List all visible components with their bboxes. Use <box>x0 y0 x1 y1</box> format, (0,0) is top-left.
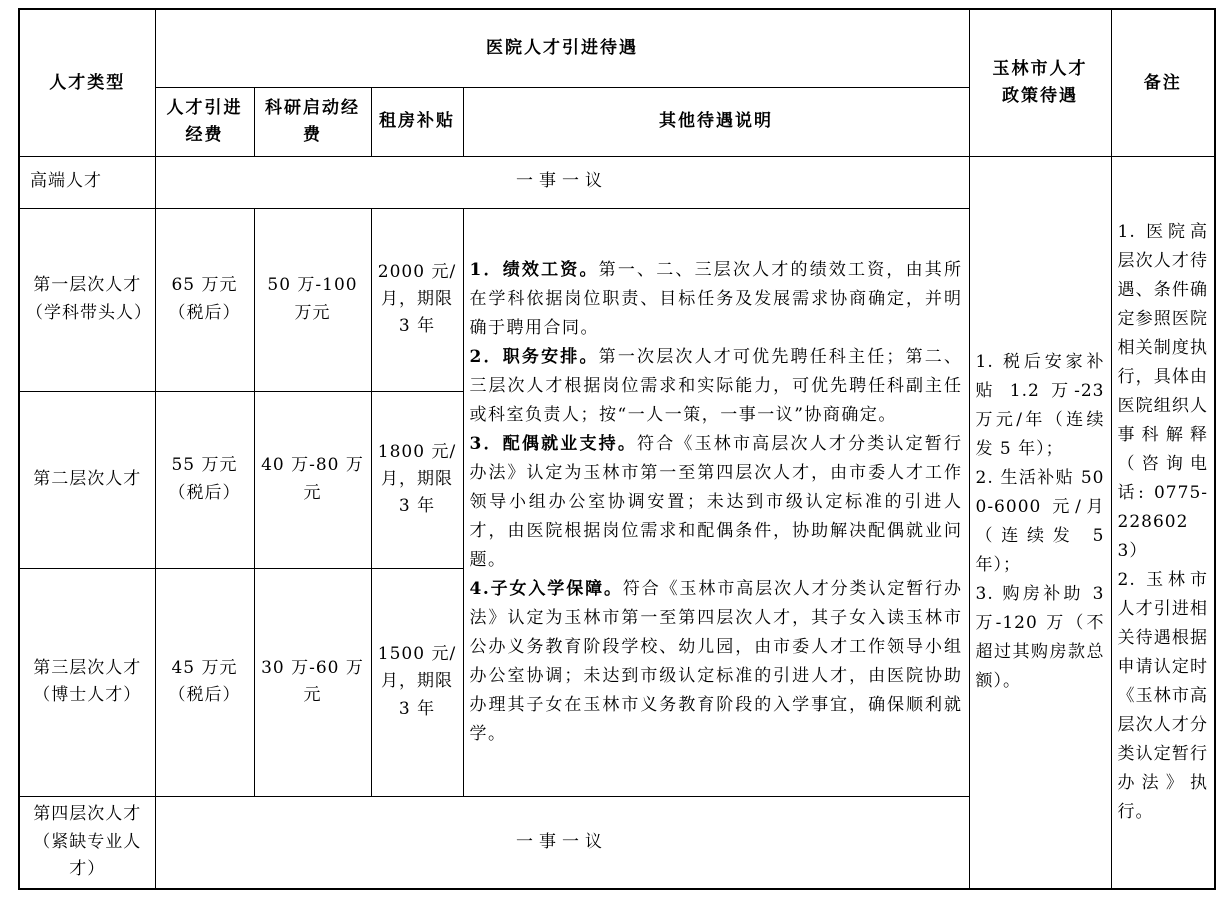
benefit-paragraph <box>470 575 963 749</box>
cell-research-fund-tier3: 30 万-60 万元 <box>254 568 371 796</box>
cell-tier4-deal: 一事一议 <box>155 796 969 889</box>
header-talent-type: 人才类型 <box>19 9 155 156</box>
remarks-item: 1. 医院高层次人才待遇、条件确定参照医院相关制度执行，具体由医院组织人事科解释（咨询电话: 0775-2286023） <box>1117 221 1208 561</box>
benefit-paragraph-text: 符合《玉林市高层次人才分类认定暂行办法》认定为玉林市第一至第四层次人才，由市委人才工作领导小组办公室协调安置；未达到市级认定标准的引进人才，由医院根据岗位需求和配偶条件，协助解决配偶就业问题。 <box>469 433 963 570</box>
cell-high-end-deal: 一事一议 <box>155 156 969 208</box>
cell-type-tier2: 第二层次人才 <box>19 391 155 568</box>
cell-intro-fund-tier3: 45 万元（税后） <box>155 568 254 796</box>
cell-research-fund-tier2: 40 万-80 万元 <box>254 391 371 568</box>
cell-yulin-policy <box>969 156 1111 889</box>
benefit-paragraph-text: 第一、二、三层次人才的绩效工资，由其所在学科依据岗位职责、目标任务及发展需求协商确定，并明确于聘用合同。 <box>469 259 963 338</box>
benefit-paragraph-text: 符合《玉林市高层次人才分类认定暂行办法》认定为玉林市第一至第四层次人才，其子女入读玉林市公办义务教育阶段学校、幼儿园，由市委人才工作领导小组办公室协调；未达到市级认定标准的引进人才，由医院协助办理其子女在玉林市义务教育阶段的入学事宜，确保顺利就学。 <box>469 578 963 744</box>
header-yulin-policy <box>969 9 1111 156</box>
benefit-paragraph-text: 第一次层次人才可优先聘任科主任；第二、三层次人才根据岗位需求和实际能力，可优先聘任科副主任或科室负责人；按“一人一策，一事一议”协商确定。 <box>469 346 963 425</box>
benefit-paragraph <box>470 343 963 430</box>
cell-intro-fund-tier1: 65 万元（税后） <box>155 208 254 391</box>
remarks-item: 2. 玉林市人才引进相关待遇根据申请认定时《玉林市高层次人才分类认定暂行办法》执行。 <box>1117 569 1208 822</box>
cell-rent-subsidy-tier3: 1500 元/月，期限 3 年 <box>371 568 463 796</box>
cell-type-tier1: 第一层次人才（学科带头人） <box>19 208 155 391</box>
header-remarks: 备注 <box>1111 9 1215 156</box>
header-intro-fund: 人才引进经费 <box>155 87 254 156</box>
header-research-fund: 科研启动经费 <box>254 87 371 156</box>
cell-other-benefits <box>463 208 969 796</box>
benefit-paragraph-label: 2．职务安排。 <box>469 346 599 367</box>
header-yulin-policy-line1: 玉林市人才 <box>992 59 1088 80</box>
cell-intro-fund-tier2: 55 万元（税后） <box>155 391 254 568</box>
yulin-policy-item: 1. 税后安家补贴 1.2 万-23 万元/年（连续发 5 年）； <box>975 352 1105 460</box>
header-yulin-policy-line2: 政策待遇 <box>1002 85 1078 106</box>
cell-type-tier3: 第三层次人才（博士人才） <box>19 568 155 796</box>
benefit-paragraph-label: 1．绩效工资。 <box>469 259 599 280</box>
row-high-end-talent <box>19 156 1215 208</box>
cell-type-high-end: 高端人才 <box>19 156 155 208</box>
cell-research-fund-tier1: 50 万-100 万元 <box>254 208 371 391</box>
header-row-1 <box>19 9 1215 87</box>
header-rent-subsidy: 租房补贴 <box>371 87 463 156</box>
cell-rent-subsidy-tier1: 2000 元/月，期限 3 年 <box>371 208 463 391</box>
benefit-paragraph <box>470 256 963 343</box>
talent-benefits-table <box>18 8 1216 890</box>
benefit-paragraph <box>470 430 963 575</box>
cell-type-tier4: 第四层次人才（紧缺专业人才） <box>19 796 155 889</box>
benefit-paragraph-label: 4.子女入学保障。 <box>469 578 623 599</box>
benefit-paragraph-label: 3．配偶就业支持。 <box>469 433 638 454</box>
cell-remarks <box>1111 156 1215 889</box>
header-hospital-benefits-group: 医院人才引进待遇 <box>155 9 969 87</box>
cell-rent-subsidy-tier2: 1800 元/月，期限 3 年 <box>371 391 463 568</box>
header-other-benefits: 其他待遇说明 <box>463 87 969 156</box>
yulin-policy-item: 3. 购房补助 3 万-120 万（不超过其购房款总额）。 <box>975 584 1105 692</box>
yulin-policy-item: 2. 生活补贴 500-6000 元/月（连续发 5 年）； <box>975 468 1105 576</box>
